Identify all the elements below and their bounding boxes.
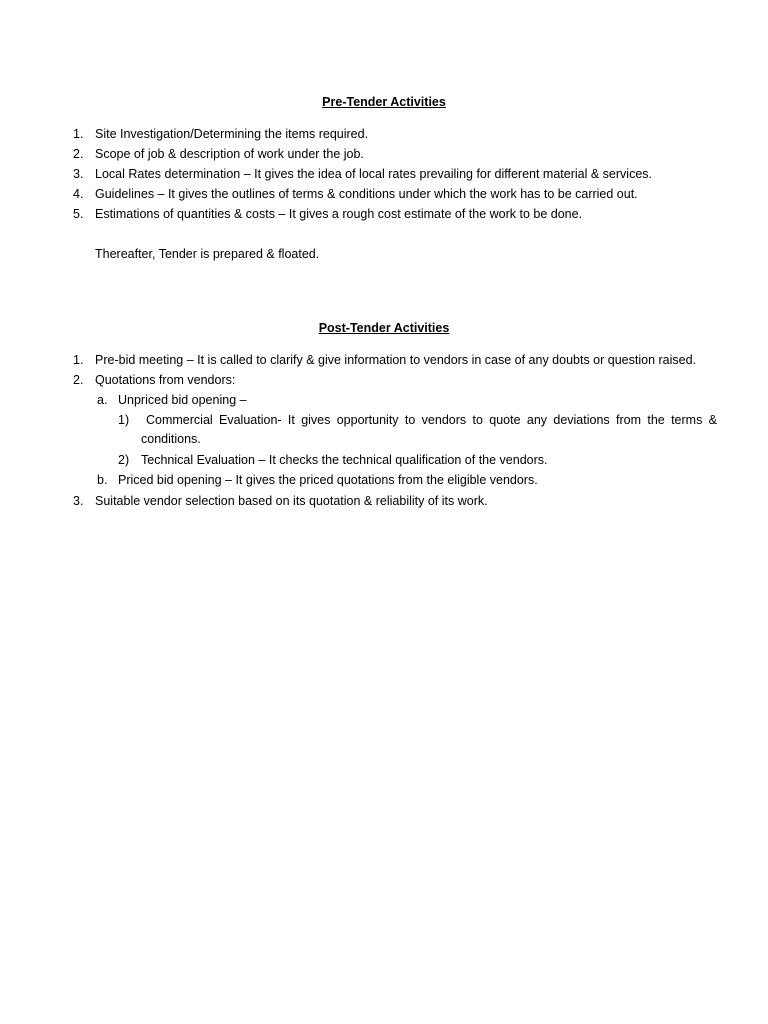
list-item: Guidelines – It gives the outlines of terms & conditions under which the work has to be carried out.: [95, 187, 638, 201]
list-number: 3.: [73, 167, 84, 181]
post-tender-heading: Post-Tender Activities: [318, 321, 450, 335]
list-item: Scope of job & description of work under the job.: [95, 147, 364, 161]
list-number: 4.: [73, 187, 84, 201]
sub-list-item: Priced bid opening – It gives the priced quotations from the eligible vendors.: [118, 473, 538, 487]
sub-list-letter: b.: [97, 473, 108, 487]
pre-tender-heading: Pre-Tender Activities: [322, 95, 446, 109]
nested-list-number: 2): [118, 453, 130, 467]
list-number: 1.: [73, 127, 84, 141]
list-item: Site Investigation/Determining the items required.: [95, 127, 369, 141]
nested-list-item: Commercial Evaluation- It gives opportunity to vendors to quote any deviations from the terms &: [146, 413, 717, 427]
list-number: 2.: [73, 373, 84, 387]
list-item: Suitable vendor selection based on its quotation & reliability of its work.: [95, 494, 488, 508]
nested-list-number: 1): [118, 413, 130, 427]
list-number: 2.: [73, 147, 84, 161]
list-item: Pre-bid meeting – It is called to clarify & give information to vendors in case of any doubts or question raised.: [95, 353, 697, 367]
sub-list-item: Unpriced bid opening –: [118, 393, 247, 407]
list-item: Local Rates determination – It gives the idea of local rates prevailing for different material & services.: [95, 167, 652, 181]
list-number: 1.: [73, 353, 84, 367]
list-item: Quotations from vendors:: [95, 373, 236, 387]
list-number: 5.: [73, 207, 84, 221]
list-number: 3.: [73, 494, 84, 508]
list-item: Estimations of quantities & costs – It gives a rough cost estimate of the work to be done.: [95, 207, 583, 221]
nested-list-item: Technical Evaluation – It checks the technical qualification of the vendors.: [141, 453, 548, 467]
pre-tender-closing-text: Thereafter, Tender is prepared & floated.: [95, 247, 320, 261]
nested-list-item-continuation: conditions.: [141, 432, 201, 446]
sub-list-letter: a.: [97, 393, 108, 407]
